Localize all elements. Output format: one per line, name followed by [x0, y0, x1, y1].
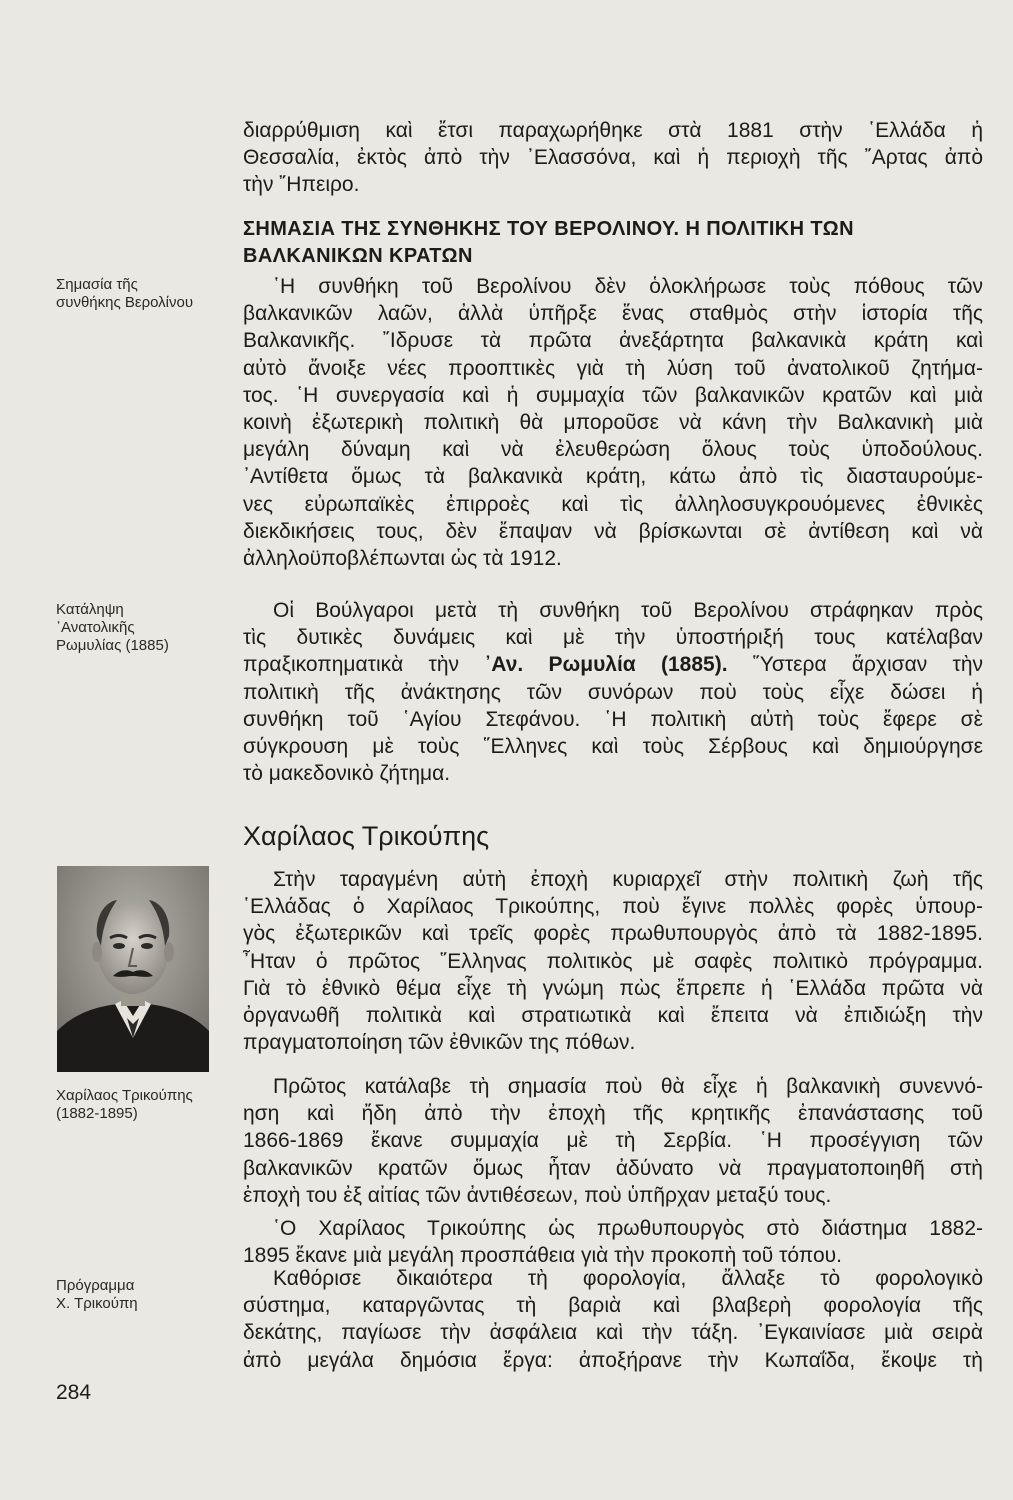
text-line: Θεσσαλία, ἐκτὸς ἀπὸ τὴν ᾽Ελασσόνα, καὶ ἡ περιοχὴ τῆς ῎Αρτας ἀπὸ: [243, 146, 983, 170]
text-line: δεκάτης, παγίωσε τὴν ἀσφάλεια καὶ τὴν τάξη. ᾽Εγκαινίασε μιὰ σειρὰ: [243, 1321, 983, 1345]
text-line: ἀπὸ μεγάλα δημόσια ἔργα: ἀποξήρανε τὴν Κωπαΐδα, ἔκοψε τὴ: [243, 1348, 983, 1372]
text-line: βαλκανικῶν κρατῶν ὅμως ἦταν ἀδύνατο νὰ πραγματοποιηθῆ στὴ: [243, 1156, 983, 1180]
text-line: διεκδικήσεις τους, δὲν ἔπαψαν νὰ βρίσκωνται σὲ ἀντίθεση καὶ νὰ: [243, 519, 983, 543]
page-number: 284: [56, 1381, 92, 1404]
text-line: ηση καὶ ἤδη ἀπὸ τὴν ἐποχὴ τῆς κρητικῆς ἐπανάστασης τοῦ: [243, 1102, 983, 1126]
portrait-illustration: [57, 866, 209, 1072]
heading-line: ΒΑΛΚΑΝΙΚΩΝ ΚΡΑΤΩΝ: [243, 245, 473, 267]
text-line: συνθήκη τοῦ ῾Αγίου Στεφάνου. ῾Η πολιτικὴ αὐτὴ τοὺς ἔφερε σὲ: [243, 707, 983, 731]
text-line: [243, 651, 983, 678]
text-line: ὀργανωθῆ πολιτικὰ καὶ στρατιωτικὰ καὶ ἔπειτα νὰ ἐπιδιώξη τὴν: [243, 1004, 983, 1028]
margin-note-line: Πρόγραμμα: [56, 1277, 135, 1294]
text-line: 1895 ἔκανε μιὰ μεγάλη προσπάθεια γιὰ τὴν προκοπὴ τοῦ τόπου.: [243, 1244, 842, 1268]
bold-term-east-rumelia: ᾽Αν. Ρωμυλία (1885).: [484, 653, 728, 677]
margin-note-trikoupis: [56, 1087, 236, 1123]
text-line: 1866-1869 ἔκανε συμμαχία μὲ τὴ Σερβία. ῾Η προσέγγιση τῶν: [243, 1129, 983, 1153]
text-line: πολιτικὴ τῆς ἀνάκτησης τῶν συνόρων ποὺ τοὺς εἶχε δώσει ἡ: [243, 680, 983, 704]
text-line: τὶς δυτικὲς δυνάμεις καὶ μὲ τὴν ὑποστήριξή τους κατέλαβαν: [243, 626, 983, 650]
text-line: ἀλληλοϋποβλέπωνται ὡς τὰ 1912.: [243, 547, 562, 571]
text-line: σύστημα, καταργῶντας τὴ βαριὰ καὶ βλαβερὴ φορολογία τῆς: [243, 1294, 983, 1318]
text-line: Γιὰ τὸ ἐθνικὸ θέμα εἶχε τὴ γνώμη πὼς ἔπρεπε ἡ ῾Ελλάδα πρῶτα νὰ: [243, 976, 983, 1000]
text-line: τὸ μακεδονικὸ ζήτημα.: [243, 762, 451, 786]
section-heading: [243, 216, 983, 270]
paragraph-balkan-understanding: [243, 1073, 983, 1209]
margin-note-line: (1882-1895): [56, 1105, 138, 1122]
text-line: ῏Ηταν ὁ πρῶτος ῞Ελληνας πολιτικὸς μὲ σαφὲς πολιτικὸ πρόγραμμα.: [243, 949, 983, 973]
margin-note-line: Χ. Τρικούπη: [56, 1295, 138, 1312]
text-fragment: πραξικοπηματικὰ τὴν: [243, 653, 460, 677]
intro-paragraph: [243, 117, 983, 199]
paragraph-bulgarians: [243, 597, 983, 787]
margin-note-line: Ρωμυλίας (1885): [56, 637, 169, 654]
text-fragment: ῞Υστερα ἄρχισαν τὴν: [752, 653, 984, 677]
text-line: Στὴν ταραγμένη αὐτὴ ἐποχὴ κυριαρχεῖ στὴν πολιτικὴ ζωὴ τῆς: [273, 868, 983, 891]
margin-note-line: Χαρίλαος Τρικούπης: [56, 1087, 193, 1104]
text-line: Βαλκανικῆς. ῎Ιδρυσε τὰ πρῶτα ἀνεξάρτητα βαλκανικὰ κράτη καὶ: [243, 329, 983, 353]
text-line: διαρρύθμιση καὶ ἔτσι παραχωρήθηκε στὰ 1881 στὴν ῾Ελλάδα ἡ: [243, 119, 983, 142]
margin-note-line: συνθήκης Βερολίνου: [56, 294, 194, 311]
text-line: Καθόρισε δικαιότερα τὴ φορολογία, ἄλλαξε τὸ φορολογικὸ: [273, 1267, 983, 1290]
heading-line: ΣΗΜΑΣΙΑ ΤΗΣ ΣΥΝΘΗΚΗΣ ΤΟΥ ΒΕΡΟΛΙΝΟΥ. Η ΠΟΛΙΤΙΚΗ ΤΩΝ: [243, 218, 854, 240]
margin-note-line: ᾽Ανατολικῆς: [56, 619, 135, 636]
text-line: ῾Η συνθήκη τοῦ Βερολίνου δὲν ὁλοκλήρωσε τοὺς πόθους τῶν: [273, 275, 983, 298]
text-line: αὐτὸ ἄνοιξε νέες προοπτικὲς γιὰ τὴ λύση τοῦ ἀνατολικοῦ ζητήμα-: [243, 356, 983, 380]
text-line: κοινὴ ἐξωτερικὴ πολιτικὴ θὰ μποροῦσε νὰ κάνη τὴν Βαλκανικὴ μιὰ: [243, 411, 983, 435]
text-line: πραγματοποίηση τῶν ἐθνικῶν της πόθων.: [243, 1031, 636, 1055]
text-line: ἐποχὴ του ἐξ αἰτίας τῶν ἀντιθέσεων, ποὺ ὑπῆρχαν μεταξύ τους.: [243, 1183, 832, 1207]
text-line: Οἱ Βούλγαροι μετὰ τὴ συνθήκη τοῦ Βερολίνου στράφηκαν πρὸς: [273, 599, 983, 622]
paragraph-reforms: [243, 1265, 983, 1374]
text-line: τος. ῾Η συνεργασία καὶ ἡ συμμαχία τῶν βαλκανικῶν κρατῶν καὶ μιὰ: [243, 383, 983, 407]
text-line: ῾Ο Χαρίλαος Τρικούπης ὡς πρωθυπουργὸς στὸ διάστημα 1882-: [273, 1217, 983, 1240]
text-line: βαλκανικῶν λαῶν, ἀλλὰ ὑπῆρξε ἕνας σταθμὸς στὴν ἱστορία τῆς: [243, 302, 983, 326]
margin-note-program: [56, 1277, 236, 1313]
section-title: Χαρίλαος Τρικούπης: [243, 821, 490, 851]
text-line: μεγάλη δύναμη καὶ νὰ ἐλευθερώση ὅλους τοὺς ὑποδούλους.: [243, 438, 983, 462]
text-line: ῾Ελλάδας ὁ Χαρίλαος Τρικούπης, ποὺ ἔγινε πολλὲς φορὲς ὑπουρ-: [243, 895, 983, 919]
text-line: τὴν ῎Ηπειρο.: [243, 173, 360, 197]
text-line: σύγκρουση μὲ τοὺς ῞Ελληνες καὶ τοὺς Σέρβους καὶ δημιούργησε: [243, 735, 983, 759]
text-line: γὸς ἐξωτερικῶν καὶ τρεῖς φορὲς πρωθυπουργὸς ἀπὸ τὰ 1882-1895.: [243, 922, 983, 946]
paragraph-trikoupis-intro: [243, 866, 983, 1056]
text-line: ᾽Αντίθετα ὅμως τὰ βαλκανικὰ κράτη, κάτω ἀπὸ τὶς διασταυρούμε-: [243, 465, 983, 489]
margin-note-berlin-treaty: [56, 276, 236, 312]
margin-note-east-rumelia: [56, 601, 236, 655]
paragraph-berlin-treaty: [243, 273, 983, 572]
paragraph-prime-minister: [243, 1215, 983, 1269]
margin-note-line: Σημασία τῆς: [56, 276, 138, 293]
margin-note-line: Κατάληψη: [56, 601, 124, 618]
text-line: Πρῶτος κατάλαβε τὴ σημασία ποὺ θὰ εἶχε ἡ βαλκανικὴ συνεννό-: [273, 1075, 983, 1098]
portrait-photo: [57, 866, 209, 1072]
text-line: νες εὐρωπαϊκὲς ἐπιρροὲς καὶ τὶς ἀλληλοσυγκρουόμενες ἐθνικὲς: [243, 492, 983, 516]
